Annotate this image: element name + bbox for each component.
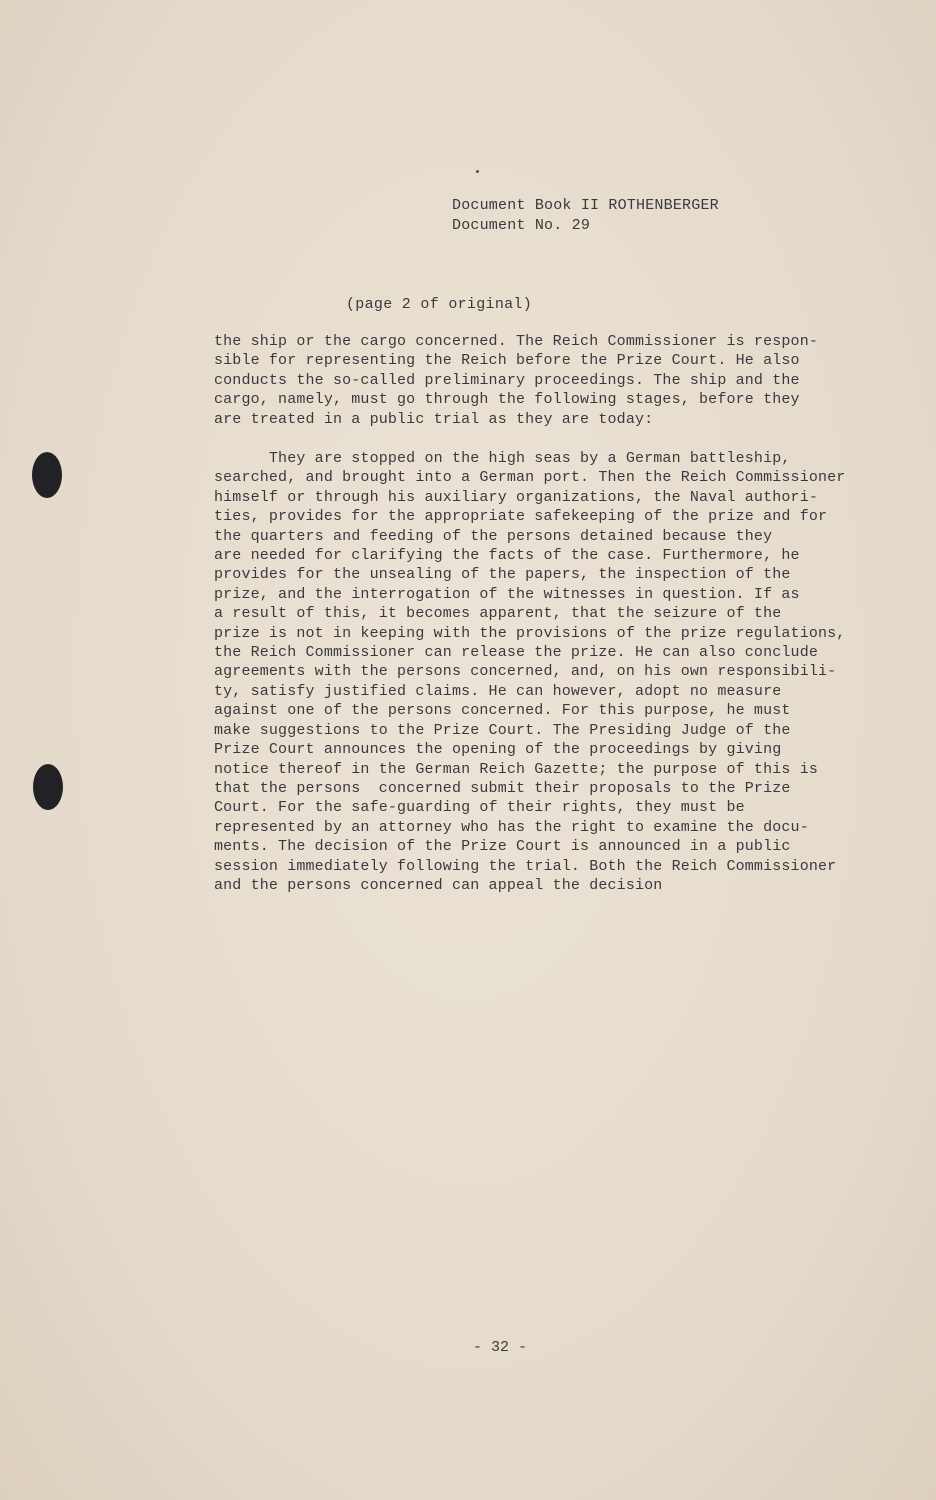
text-line: ty, satisfy justified claims. He can however, adopt no measure <box>214 682 782 700</box>
text-line: a result of this, it becomes apparent, that the seizure of the <box>214 605 782 623</box>
punch-hole-top <box>32 452 62 498</box>
text-line: against one of the persons concerned. For this purpose, he must <box>214 702 791 720</box>
document-header <box>452 196 719 236</box>
text-line: are needed for clarifying the facts of the case. Furthermore, he <box>214 547 800 565</box>
text-line: notice thereof in the German Reich Gazette; the purpose of this is <box>214 760 818 778</box>
text-line: the ship or the cargo concerned. The Reich Commissioner is respon- <box>214 333 818 350</box>
text-line: make suggestions to the Prize Court. The Presiding Judge of the <box>214 721 791 739</box>
paragraph-1 <box>214 332 818 429</box>
page-number: - 32 - <box>473 1339 528 1356</box>
text-line: represented by an attorney who has the right to examine the docu- <box>214 818 809 836</box>
document-book-label: Document Book II ROTHENBERGER <box>452 197 719 214</box>
text-line: ties, provides for the appropriate safekeeping of the prize and for <box>214 508 828 526</box>
text-line: provides for the unsealing of the papers, the inspection of the <box>214 566 791 584</box>
text-line: searched, and brought into a German port. Then the Reich Commissioner <box>214 469 846 487</box>
text-line: Court. For the safe-guarding of their rights, they must be <box>214 799 745 817</box>
text-line: session immediately following the trial. Both the Reich Commissioner <box>214 857 837 875</box>
text-line: agreements with the persons concerned, and, on his own responsibili- <box>214 663 837 681</box>
document-number-label: Document No. 29 <box>452 217 591 234</box>
text-line: the Reich Commissioner can release the prize. He can also conclude <box>214 644 818 662</box>
text-line: They are stopped on the high seas by a German battleship, <box>214 450 791 467</box>
text-line: that the persons concerned submit their proposals to the Prize <box>214 779 791 797</box>
text-line: are treated in a public trial as they are today: <box>214 410 654 428</box>
text-line: Prize Court announces the opening of the proceedings by giving <box>214 741 782 759</box>
text-line: and the persons concerned can appeal the decision <box>214 876 663 894</box>
text-line: ments. The decision of the Prize Court is announced in a public <box>214 838 791 856</box>
punch-hole-bottom <box>33 764 63 810</box>
text-line: the quarters and feeding of the persons detained because they <box>214 527 773 545</box>
text-line: sible for representing the Reich before the Prize Court. He also <box>214 352 800 370</box>
page-of-original-label: (page 2 of original) <box>346 296 533 313</box>
text-line: prize is not in keeping with the provisions of the prize regulations, <box>214 624 846 642</box>
text-line: conducts the so-called preliminary proceedings. The ship and the <box>214 371 800 389</box>
speck-mark <box>476 170 479 173</box>
text-line: cargo, namely, must go through the following stages, before they <box>214 391 800 409</box>
text-line: himself or through his auxiliary organizations, the Naval authori- <box>214 488 818 506</box>
text-line: prize, and the interrogation of the witnesses in question. If as <box>214 585 800 603</box>
paragraph-2 <box>214 449 845 895</box>
